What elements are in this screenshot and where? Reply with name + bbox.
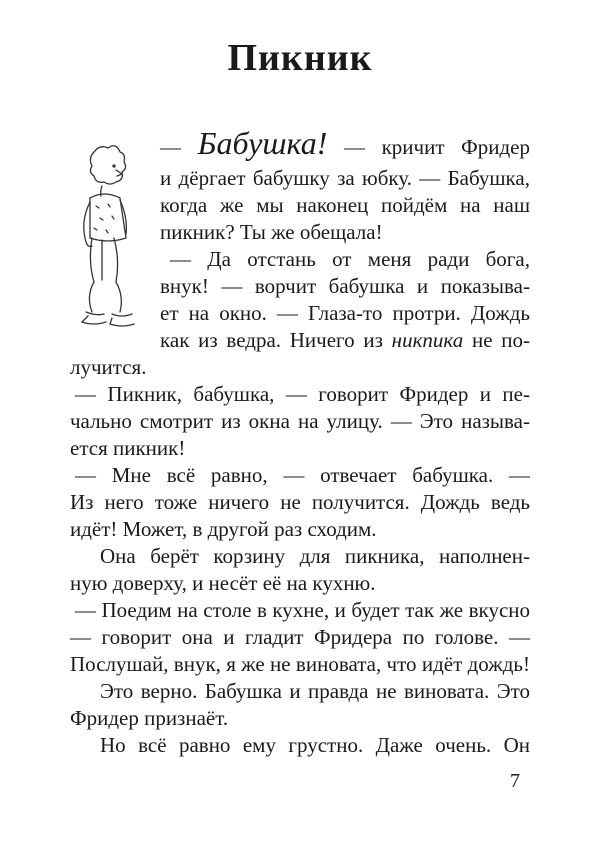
chapter-title: Пикник [227,37,373,79]
text-line: ется пикник! [70,436,186,460]
text-line: — Поедим на столе в кухне, и будет так же вкусно [75,598,530,622]
text-line: Но всё равно ему грустно. Даже очень. Он [100,733,530,757]
text-line: Фридер признаёт. [70,706,229,730]
text-line: идёт! Может, в другой раз сходим. [70,517,377,541]
text-line: Она берёт корзину для пикника, наполнен- [100,544,530,568]
text-line: Из него тоже ничего не получится. Дождь ведь [70,490,530,514]
text-line: — Да отстань от меня ради бога, [170,247,530,271]
text-line: ет на окно. — Глаза-то протри. Дождь [160,301,530,325]
text-line: — Бабушка! — кричит Фридер [160,125,530,161]
text-line: — говорит она и гладит Фридера по голове. — [70,625,530,649]
text-line: чально смотрит из окна на улицу. — Это называ- [70,409,530,433]
text-line: Послушай, внук, я же не виновата, что идёт дождь! [70,652,530,676]
text-line: пикник? Ты же обещала! [160,220,383,244]
text-line: — Мне всё равно, — отвечает бабушка. — [75,463,530,487]
boy-illustration [60,140,150,340]
text-line: лучится. [70,355,147,379]
text-line: когда же мы наконец пойдём на наш [160,193,530,217]
text-line: как из ведра. Ничего из никпика не по- [160,328,530,352]
page-number: 7 [510,770,520,792]
text-line: Это верно. Бабушка и правда не виновата. Это [100,679,530,703]
text-line: ную доверху, и несёт её на кухню. [70,571,376,595]
text-line: и дёргает бабушку за юбку. — Бабушка, [160,166,530,190]
text-line: — Пикник, бабушка, — говорит Фридер и пе- [75,382,530,406]
text-line: внук! — ворчит бабушка и показыва- [160,274,530,298]
